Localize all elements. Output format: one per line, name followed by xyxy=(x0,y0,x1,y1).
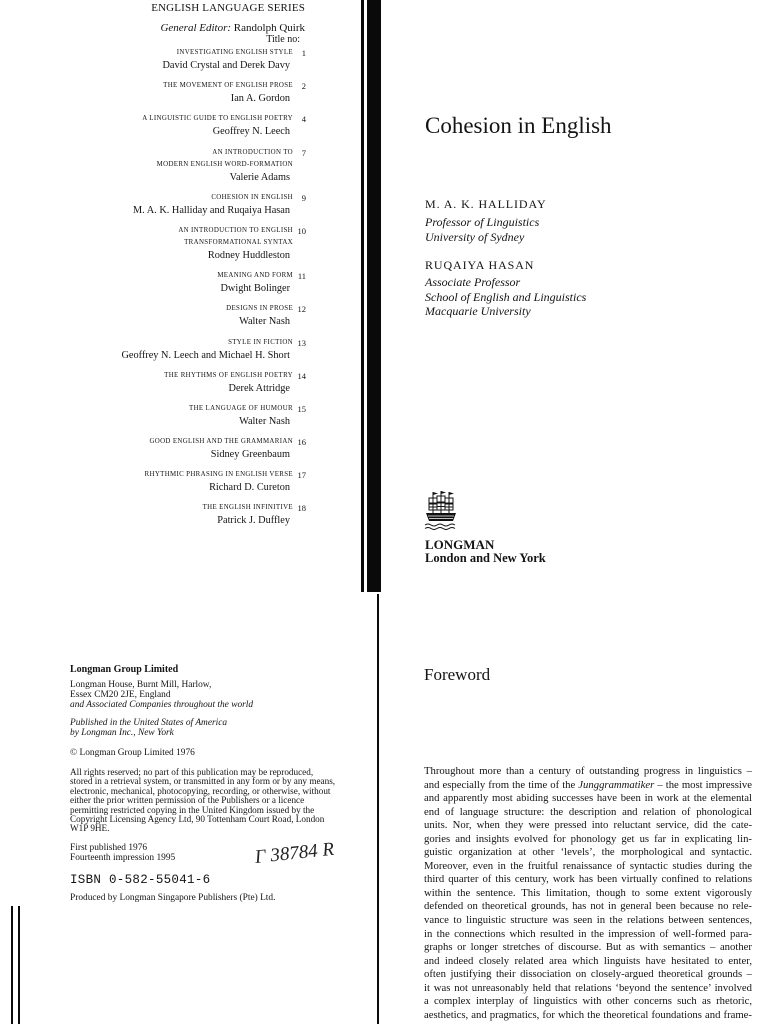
rights-line: Copyright Licensing Agency Ltd, 90 Tottenham Court Road, London xyxy=(70,814,325,825)
series-entry-number: 10 xyxy=(297,225,306,236)
series-entry-title: STYLE IN FICTION xyxy=(228,338,293,346)
gutter-shadow-top xyxy=(361,0,364,592)
handwritten-accession-mark: Г 38784 R xyxy=(253,838,336,868)
associated-companies: and Associated Companies throughout the world xyxy=(70,700,254,710)
series-entry xyxy=(60,502,306,527)
author-name: M. A. K. HALLIDAY xyxy=(425,197,547,211)
affiliation-line: University of Sydney xyxy=(425,230,525,244)
author-affiliation xyxy=(425,215,539,245)
foreword-line: aesthetics, and pragmatics, for which the theoretical foundations and frame- xyxy=(424,1008,752,1021)
affiliation-line: Professor of Linguistics xyxy=(425,215,540,229)
edition-line: First published 1976 xyxy=(70,843,148,853)
page-edge-line xyxy=(11,906,13,1024)
series-entry-number: 16 xyxy=(297,437,306,448)
series-entry-author: Dwight Bolinger xyxy=(220,283,290,295)
series-entry xyxy=(60,303,306,328)
series-entry-author: Geoffrey N. Leech xyxy=(212,126,290,138)
foreword-line: and especially from the time of the Junggrammatiker – the most impressive xyxy=(424,778,752,791)
foreword-line: end of language structure: the description and relation of phonological xyxy=(424,805,752,818)
series-entry-author: Patrick J. Duffley xyxy=(217,515,290,527)
series-entry-number: 7 xyxy=(301,147,306,158)
foreword-line: it was not unreasonably held that relations ‘beyond the sentence’ involved xyxy=(424,981,752,994)
series-entry-title: A LINGUISTIC GUIDE TO ENGLISH POETRY xyxy=(142,115,293,123)
rights-line: W1P 9HE. xyxy=(70,823,110,834)
general-editor xyxy=(160,22,305,34)
series-entry-title: DESIGNS IN PROSE xyxy=(226,305,293,313)
series-entry xyxy=(60,147,306,184)
gutter-shadow-top-thick xyxy=(367,0,381,592)
copyright-notice: © Longman Group Limited 1976 xyxy=(70,748,195,758)
foreword-line: vance to linguistic structure was seen in the relations between sentences, xyxy=(424,914,752,927)
series-entry-author: Valerie Adams xyxy=(229,171,290,183)
rights-line: electronic, mechanical, photocopying, recording, or otherwise, without xyxy=(70,785,331,796)
author-affiliation xyxy=(425,275,586,319)
publisher-company: Longman Group Limited xyxy=(70,664,179,675)
series-entry xyxy=(60,47,306,72)
address-line: Essex CM20 2JE, England xyxy=(70,690,171,700)
foreword-line: gories and insights evolved for phonology get us far in explicating lin- xyxy=(424,832,752,845)
foreword-line: graphs or longer stretches of discourse. But as with semantics – another xyxy=(424,941,752,954)
title-number-label: Title no: xyxy=(266,34,300,45)
general-editor-name: Randolph Quirk xyxy=(233,22,305,34)
edition-info xyxy=(70,843,175,863)
affiliation-line: School of English and Linguistics xyxy=(425,289,587,304)
foreword-body xyxy=(424,765,752,1022)
series-entry-title: GOOD ENGLISH AND THE GRAMMARIAN xyxy=(149,438,293,446)
rights-line: All rights reserved; no part of this publication may be reproduced, xyxy=(70,767,314,777)
series-entry-number: 18 xyxy=(297,503,306,514)
series-entry-number: 1 xyxy=(301,48,306,58)
rights-statement xyxy=(70,768,335,834)
series-entry xyxy=(60,403,306,428)
address-line: Longman House, Burnt Mill, Harlow, xyxy=(70,680,212,690)
series-entry-author: David Crystal and Derek Davy xyxy=(162,60,290,71)
publication-line: Published in the United States of America xyxy=(70,718,228,728)
series-title: ENGLISH LANGUAGE SERIES xyxy=(151,2,305,14)
publication-line: by Longman Inc., New York xyxy=(70,728,174,738)
page-edge-line xyxy=(18,906,20,1024)
foreword-line: units. Nor, when they were pressed into reluctant service, did the cate- xyxy=(424,819,752,832)
gutter-line-bottom xyxy=(377,594,379,1024)
affiliation-line: Macquarie University xyxy=(425,304,531,318)
us-publication-note xyxy=(70,718,227,738)
series-entry-title: THE LANGUAGE OF HUMOUR xyxy=(189,404,293,412)
foreword-line: guistic organization at other ‘levels’, the morphological and syntactic. xyxy=(424,846,752,859)
foreword-line: often justifying their dissociation on closely-argued theoretical grounds – xyxy=(424,968,752,981)
publisher-address xyxy=(70,680,253,710)
series-entry-number: 4 xyxy=(301,114,306,125)
series-entry-title: TRANSFORMATIONAL SYNTAX xyxy=(184,238,293,246)
series-entry-title: AN INTRODUCTION TO ENGLISH xyxy=(178,226,293,234)
series-entry-author: Geoffrey N. Leech and Michael H. Short xyxy=(121,349,290,361)
series-entry-title: COHESION IN ENGLISH xyxy=(211,193,293,201)
rights-line: permitting restricted copying in the United Kingdom issued by the xyxy=(70,804,315,815)
series-entry xyxy=(60,225,306,262)
series-entry xyxy=(60,370,306,395)
edition-line: Fourteenth impression 1995 xyxy=(70,853,176,863)
series-entry xyxy=(60,337,306,362)
series-entry xyxy=(60,436,306,461)
foreword-line: within the sentence. This limitation, though to some extent vigorously xyxy=(424,886,752,899)
series-entry-author: Sidney Greenbaum xyxy=(210,449,290,461)
series-entry-author: Walter Nash xyxy=(239,415,290,427)
printer-credit: Produced by Longman Singapore Publishers (Pte) Ltd. xyxy=(70,893,276,903)
author-name: RUQAIYA HASAN xyxy=(425,258,535,272)
foreword-line: a complex interplay of linguistics with other concerns such as rhetoric, xyxy=(424,995,752,1008)
series-entry xyxy=(60,113,306,138)
series-entry-number: 12 xyxy=(297,304,306,315)
series-entry-author: Walter Nash xyxy=(239,316,290,328)
series-entry-author: M. A. K. Halliday and Ruqaiya Hasan xyxy=(133,204,290,216)
ship-icon xyxy=(424,490,458,530)
affiliation-line: Associate Professor xyxy=(425,275,521,289)
rights-line: stored in a retrieval system, or transmitted in any form or by any means, xyxy=(70,776,336,787)
series-entry-number: 2 xyxy=(301,81,306,92)
foreword-heading: Foreword xyxy=(424,665,491,684)
series-entry-title: THE RHYTHMS OF ENGLISH POETRY xyxy=(164,371,293,379)
series-entry xyxy=(60,469,306,494)
foreword-line: and apparently most abiding successes have been in work at the elemental xyxy=(424,792,752,805)
general-editor-label: General Editor: xyxy=(160,22,232,34)
series-entry-author: Rodney Huddleston xyxy=(207,249,290,261)
series-entry-number: 13 xyxy=(297,337,306,348)
series-entry-number: 11 xyxy=(297,271,306,282)
series-entry-title: AN INTRODUCTION TO xyxy=(212,148,293,156)
foreword-line: and indeed closely related area which linguists have hesitated to enter, xyxy=(424,954,752,967)
rights-line: either the prior written permission of the Publishers or a licence xyxy=(70,795,305,806)
series-entry xyxy=(60,192,306,217)
series-title-list xyxy=(60,47,306,536)
book-title: Cohesion in English xyxy=(425,113,612,138)
series-entry-title: RHYTHMIC PHRASING IN ENGLISH VERSE xyxy=(144,471,293,479)
foreword-italic-term: Junggrammatiker xyxy=(578,778,655,791)
foreword-line: Throughout more than a century of outstanding progress in linguistics – xyxy=(424,765,752,777)
series-entry-number: 14 xyxy=(297,370,306,381)
series-entry-number: 17 xyxy=(297,470,306,481)
isbn: ISBN 0-582-55041-6 xyxy=(70,873,211,887)
series-entry-title: THE ENGLISH INFINITIVE xyxy=(202,504,293,512)
series-entry-title: MEANING AND FORM xyxy=(217,272,293,280)
foreword-line: third quarter of this century, work has been virtually confined to relations xyxy=(424,873,752,886)
series-entry xyxy=(60,80,306,105)
publisher-cities: London and New York xyxy=(425,551,546,565)
series-entry-number: 9 xyxy=(301,192,306,203)
series-entry-number: 15 xyxy=(297,403,306,414)
series-entry xyxy=(60,270,306,295)
foreword-line: Moreover, even in the fruitful renaissance of syntactic studies during the xyxy=(424,859,752,872)
foreword-line: in the connections which resulted in the impression of well-formed para- xyxy=(424,927,752,940)
series-entry-title: INVESTIGATING ENGLISH STYLE xyxy=(176,49,293,56)
series-entry-title: THE MOVEMENT OF ENGLISH PROSE xyxy=(163,82,293,90)
series-entry-title: MODERN ENGLISH WORD-FORMATION xyxy=(156,160,293,168)
series-entry-author: Richard D. Cureton xyxy=(209,482,290,494)
series-entry-author: Ian A. Gordon xyxy=(230,93,290,105)
foreword-line: defended on theoretical grounds, has not in general been because no rele- xyxy=(424,900,752,913)
series-entry-author: Derek Attridge xyxy=(228,382,290,394)
publisher-name: LONGMAN xyxy=(425,537,495,552)
